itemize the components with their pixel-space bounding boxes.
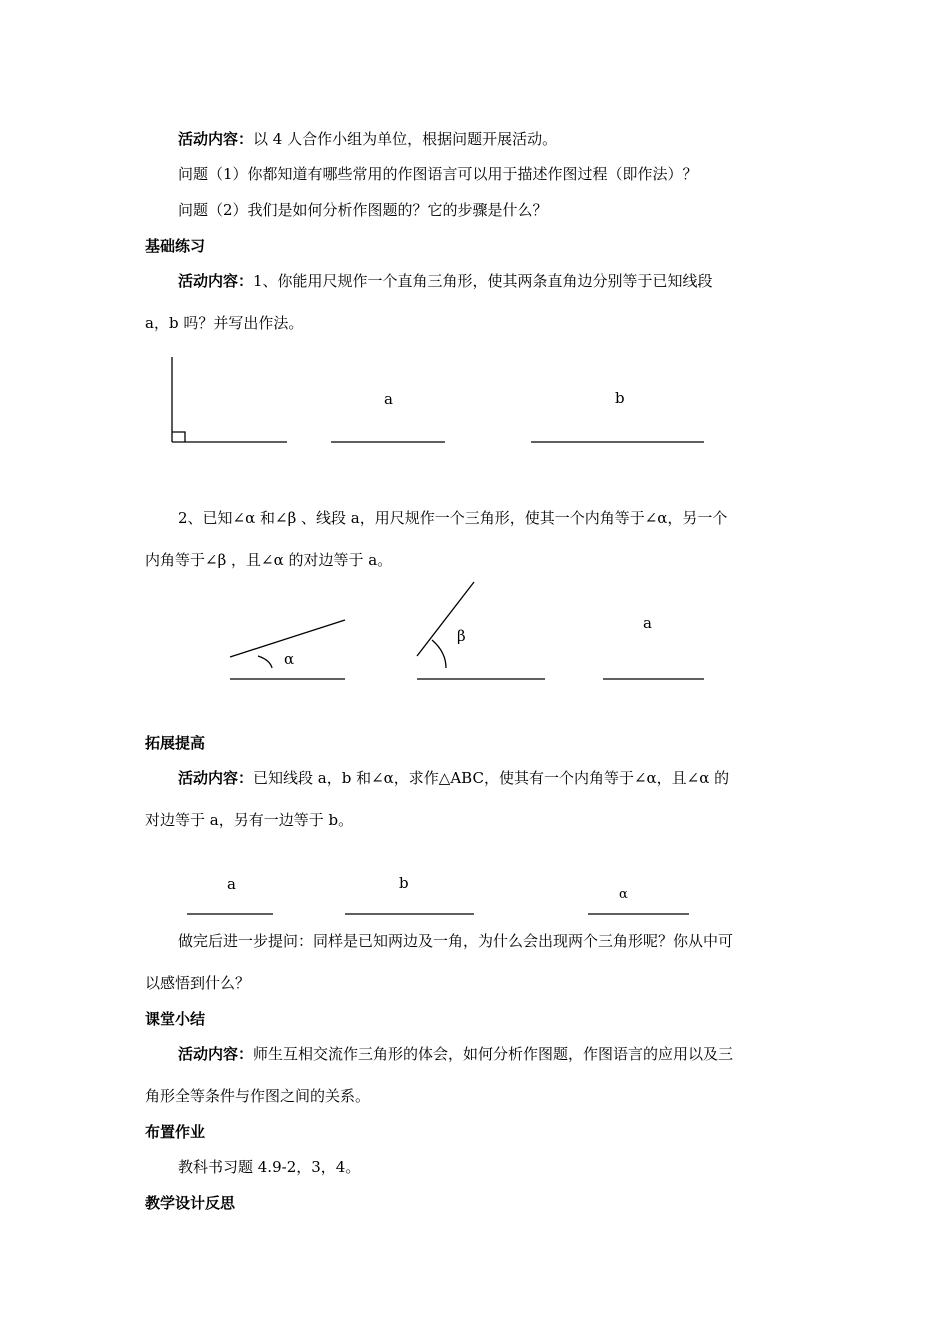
activity-text: 以 4 人合作小组为单位，根据问题开展活动。 xyxy=(253,130,558,148)
activity-label: 活动内容： xyxy=(178,1045,254,1063)
question-2: 问题（2）我们是如何分析作图题的？它的步骤是什么？ xyxy=(178,201,548,219)
label-a: a xyxy=(643,614,652,632)
exercise-1-line-2: a，b 吗？并写出作法。 xyxy=(145,314,304,332)
extension-text: 已知线段 a，b 和∠α，求作△ABC，使其有一个内角等于∠α，且∠α 的 xyxy=(253,769,730,787)
activity-label: 活动内容： xyxy=(178,272,254,290)
question-1: 问题（1）你都知道有哪些常用的作图语言可以用于描述作图过程（即作法）？ xyxy=(178,165,698,183)
section-heading-reflection: 教学设计反思 xyxy=(145,1194,236,1212)
follow-up-line-2: 以感悟到什么？ xyxy=(145,974,251,992)
label-b: b xyxy=(615,389,625,407)
summary-line-2: 角形全等条件与作图之间的关系。 xyxy=(145,1087,371,1105)
summary-line-1 xyxy=(178,1045,733,1063)
exercise-2-line-2: 内角等于∠β ，且∠α 的对边等于 a。 xyxy=(145,551,393,569)
label-alpha: α xyxy=(284,650,295,668)
homework-text: 教科书习题 4.9-2，3，4。 xyxy=(178,1158,361,1176)
exercise-2-line-1: 2、已知∠α 和∠β 、线段 a，用尺规作一个三角形，使其一个内角等于∠α，另一个 xyxy=(178,509,728,527)
exercise-1-text: 1、你能用尺规作一个直角三角形，使其两条直角边分别等于已知线段 xyxy=(253,272,713,290)
follow-up-line-1: 做完后进一步提问：同样是已知两边及一角，为什么会出现两个三角形呢？你从中可 xyxy=(178,932,734,950)
label-a: a xyxy=(384,390,393,408)
section-heading-summary: 课堂小结 xyxy=(145,1010,206,1028)
label-beta: β xyxy=(457,627,466,645)
label-b: b xyxy=(399,874,409,892)
section-heading-homework: 布置作业 xyxy=(145,1123,206,1141)
activity-label: 活动内容： xyxy=(178,769,254,787)
section-heading-extension: 拓展提高 xyxy=(145,734,206,752)
label-a: a xyxy=(227,875,236,893)
activity-label: 活动内容： xyxy=(178,130,254,148)
summary-text: 师生互相交流作三角形的体会，如何分析作图题，作图语言的应用以及三 xyxy=(253,1045,734,1063)
label-alpha: α xyxy=(619,887,628,902)
extension-line-2: 对边等于 a，另有一边等于 b。 xyxy=(145,811,354,829)
section-heading-basic: 基础练习 xyxy=(145,237,206,255)
